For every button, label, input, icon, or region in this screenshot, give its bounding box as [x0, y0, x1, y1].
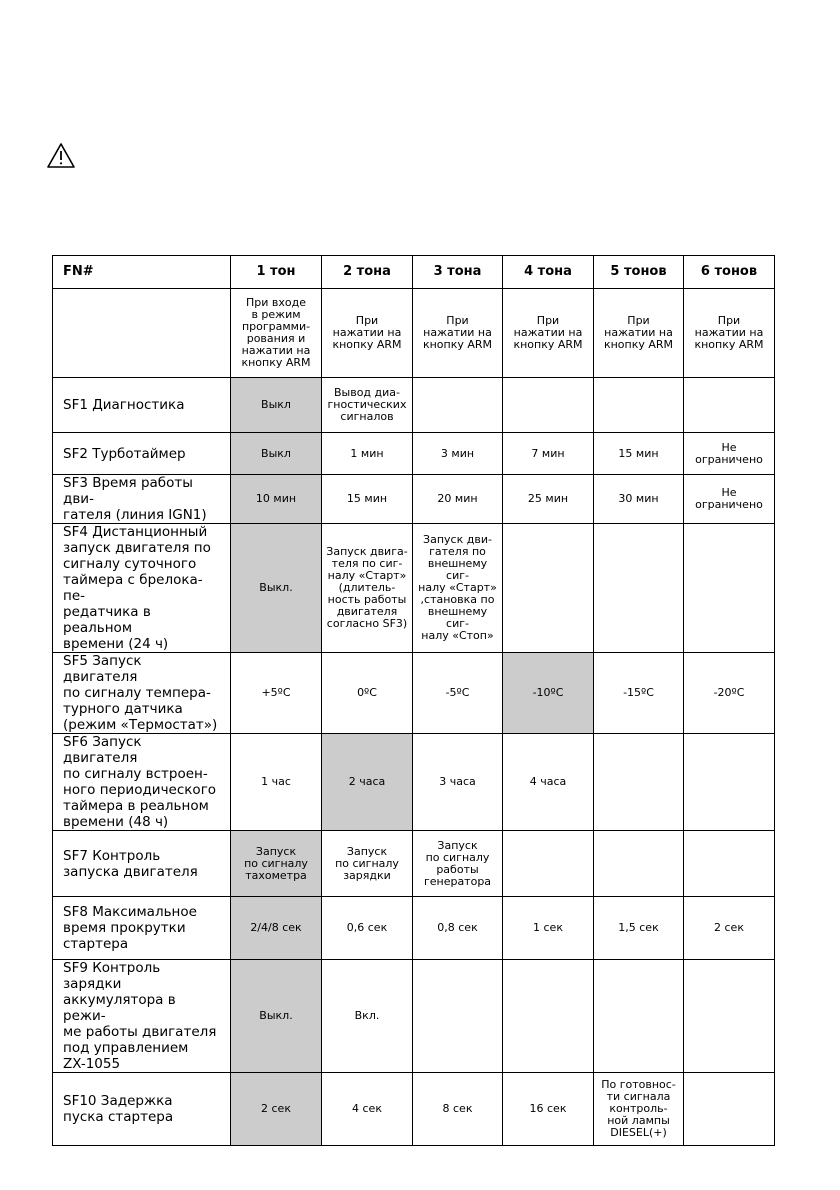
header-tone-5: 5 тонов: [594, 256, 684, 289]
table-row-sf8: [53, 897, 775, 960]
table-cell: 0,8 сек: [413, 897, 503, 960]
table-cell: 1 сек: [503, 897, 594, 960]
table-cell: Выкл: [231, 378, 322, 433]
header-tone-2: 2 тона: [322, 256, 413, 289]
table-cell: 15 мин: [594, 433, 684, 475]
table-row-sf6: [53, 734, 775, 831]
row-label: SF8 Максимальное время прокрутки стартера: [53, 897, 231, 960]
row-label: SF6 Запуск двигателя по сигналу встроен- ного периодического таймера в реальном времени (48 ч): [53, 734, 231, 831]
entry-label: [53, 289, 231, 378]
table-cell: Вкл.: [322, 960, 413, 1073]
entry-cell: При нажатии на кнопку ARM: [594, 289, 684, 378]
table-cell: Вывод диа- гностических сигналов: [322, 378, 413, 433]
table-row-sf1: [53, 378, 775, 433]
table-cell: 0,6 сек: [322, 897, 413, 960]
table-cell: 25 мин: [503, 475, 594, 524]
table-cell: Выкл: [231, 433, 322, 475]
table-cell: +5ºС: [231, 653, 322, 734]
row-label: SF7 Контроль запуска двигателя: [53, 831, 231, 897]
table-cell: [684, 831, 775, 897]
entry-cell: При нажатии на кнопку ARM: [413, 289, 503, 378]
table-cell: Выкл.: [231, 524, 322, 653]
entry-cell: При нажатии на кнопку ARM: [503, 289, 594, 378]
table-cell: 0ºС: [322, 653, 413, 734]
row-label: SF3 Время работы дви- гателя (линия IGN1): [53, 475, 231, 524]
row-label: SF9 Контроль зарядки аккумулятора в режи- ме работы двигателя под управлением ZX-1055: [53, 960, 231, 1073]
table-cell: [503, 378, 594, 433]
table-cell: [413, 378, 503, 433]
table-cell: [594, 734, 684, 831]
table-cell: [594, 524, 684, 653]
row-label: SF1 Диагностика: [53, 378, 231, 433]
table-cell: Не ограничено: [684, 433, 775, 475]
entry-cell: При нажатии на кнопку ARM: [684, 289, 775, 378]
row-label: SF4 Дистанционный запуск двигателя по сигналу суточного таймера с брелока-пе- редатчика в реальном времени (24 ч): [53, 524, 231, 653]
table-row-sf7: [53, 831, 775, 897]
table-cell: 10 мин: [231, 475, 322, 524]
table-cell: [594, 960, 684, 1073]
table-cell: [684, 960, 775, 1073]
table-cell: По готовнос- ти сигнала контроль- ной лампы DIESEL(+): [594, 1073, 684, 1146]
entry-cell: При нажатии на кнопку ARM: [322, 289, 413, 378]
table-cell: 3 мин: [413, 433, 503, 475]
table-cell: 2 сек: [231, 1073, 322, 1146]
table-cell: Запуск двига- теля по сиг- налу «Старт» (длитель- ность работы двигателя согласно SF3): [322, 524, 413, 653]
table-row-sf9: [53, 960, 775, 1073]
table-cell: Запуск по сигналу тахометра: [231, 831, 322, 897]
table-cell: 16 сек: [503, 1073, 594, 1146]
table-cell: Не ограничено: [684, 475, 775, 524]
table-cell: 30 мин: [594, 475, 684, 524]
table-cell: [684, 378, 775, 433]
table-cell: 7 мин: [503, 433, 594, 475]
table-cell: -5ºС: [413, 653, 503, 734]
table-header-row: [53, 256, 775, 289]
entry-cell: При входе в режим программи- рования и нажатии на кнопку ARM: [231, 289, 322, 378]
header-tone-3: 3 тона: [413, 256, 503, 289]
table-cell: 3 часа: [413, 734, 503, 831]
table-row-sf4: [53, 524, 775, 653]
header-fn: FN#: [53, 256, 231, 289]
table-cell: 1 час: [231, 734, 322, 831]
table-cell: 1,5 сек: [594, 897, 684, 960]
table-cell: [413, 960, 503, 1073]
table-cell: Выкл.: [231, 960, 322, 1073]
table-cell: Запуск по сигналу зарядки: [322, 831, 413, 897]
header-tone-6: 6 тонов: [684, 256, 775, 289]
warning-triangle-icon: [46, 142, 76, 169]
table-cell: 8 сек: [413, 1073, 503, 1146]
table-cell: [594, 831, 684, 897]
table-cell: 2/4/8 сек: [231, 897, 322, 960]
table-cell: -20ºС: [684, 653, 775, 734]
table-row-sf2: [53, 433, 775, 475]
header-tone-4: 4 тона: [503, 256, 594, 289]
table-cell: [503, 831, 594, 897]
row-label: SF5 Запуск двигателя по сигналу темпера- турного датчика (режим «Термостат»): [53, 653, 231, 734]
table-cell: 1 мин: [322, 433, 413, 475]
entry-row: [53, 289, 775, 378]
table-cell: 4 часа: [503, 734, 594, 831]
table-cell: 2 часа: [322, 734, 413, 831]
table-cell: 15 мин: [322, 475, 413, 524]
table-row-sf3: [53, 475, 775, 524]
function-settings-table: [52, 255, 775, 1146]
table-cell: [594, 378, 684, 433]
table-row-sf5: [53, 653, 775, 734]
table-cell: -15ºС: [594, 653, 684, 734]
table-cell: 4 сек: [322, 1073, 413, 1146]
table-cell: [684, 524, 775, 653]
table-row-sf10: [53, 1073, 775, 1146]
table-cell: [503, 960, 594, 1073]
table-cell: Запуск дви- гателя по внешнему сиг- налу «Старт» ,становка по внешнему сиг- налу «Стоп»: [413, 524, 503, 653]
table-cell: Запуск по сигналу работы генератора: [413, 831, 503, 897]
table-cell: [684, 734, 775, 831]
table-cell: [503, 524, 594, 653]
table-cell: [684, 1073, 775, 1146]
header-tone-1: 1 тон: [231, 256, 322, 289]
table-cell: -10ºС: [503, 653, 594, 734]
table-cell: 20 мин: [413, 475, 503, 524]
row-label: SF10 Задержка пуска стартера: [53, 1073, 231, 1146]
table-cell: 2 сек: [684, 897, 775, 960]
row-label: SF2 Турботаймер: [53, 433, 231, 475]
